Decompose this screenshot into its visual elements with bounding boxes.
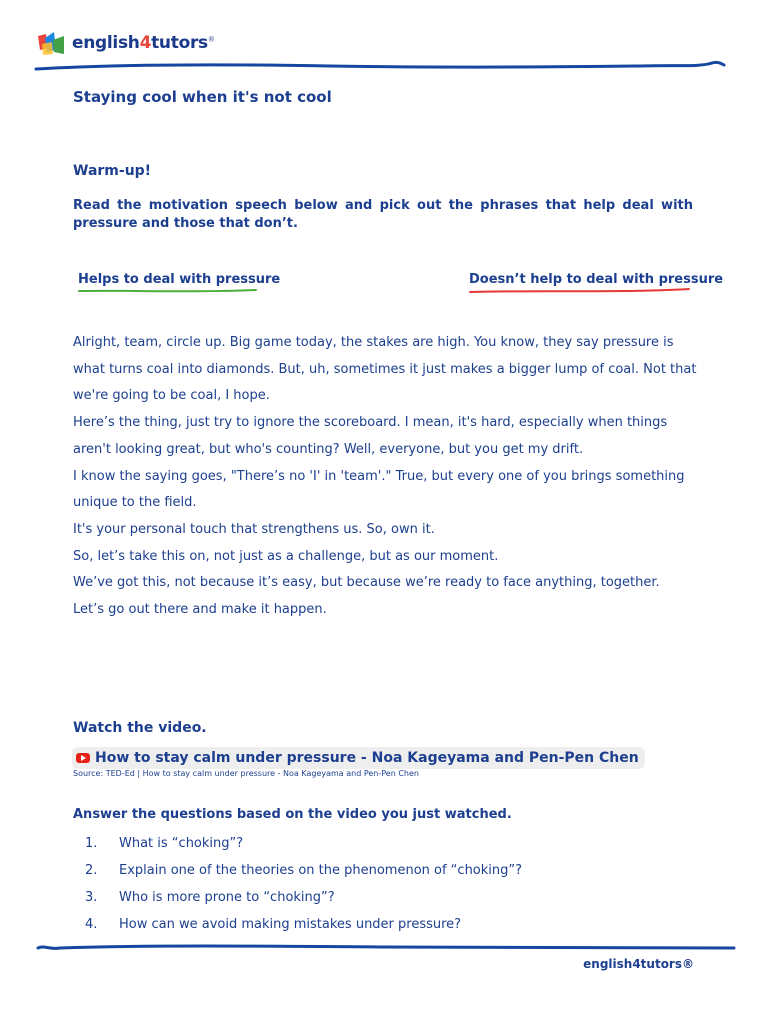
list-item bbox=[85, 857, 685, 884]
footer-wave-divider bbox=[0, 940, 768, 956]
footer-brand: english4tutors® bbox=[583, 957, 694, 971]
question-number: 4. bbox=[85, 917, 98, 932]
speech-paragraph: So, let’s take this on, not just as a challenge, but as our moment. bbox=[73, 548, 499, 564]
speech-paragraph: Here’s the thing, just try to ignore the scoreboard. I mean, it's hard, especially when things aren't looking great, but who's counting? Well, everyone, but you get my drift. bbox=[73, 415, 668, 457]
question-text: Who is more prone to “choking”? bbox=[119, 890, 335, 905]
page-title: Staying cool when it's not cool bbox=[73, 88, 332, 106]
speech-paragraph: Let’s go out there and make it happen. bbox=[73, 602, 327, 618]
speech-paragraph: Alright, team, circle up. Big game today, the stakes are high. You know, they say pressure is what turns coal into diamonds. But, uh, sometimes it just makes a bigger lump of coal. Not that we're going to be coal, I hope. bbox=[73, 335, 697, 404]
brand-logo bbox=[36, 30, 215, 56]
youtube-icon bbox=[76, 753, 90, 763]
question-number: 1. bbox=[85, 836, 98, 851]
list-item bbox=[85, 830, 685, 857]
video-source: Source: TED-Ed | How to stay calm under pressure - Noa Kageyama and Pen-Pen Chen bbox=[73, 769, 419, 778]
logo-text: english4tutors® bbox=[72, 33, 215, 53]
question-text: Explain one of the theories on the phenomenon of “choking”? bbox=[119, 863, 523, 878]
green-underline bbox=[78, 287, 258, 295]
question-number: 2. bbox=[85, 863, 98, 878]
doesnt-help-column-header bbox=[469, 272, 723, 295]
red-underline bbox=[469, 287, 691, 295]
logo-icon bbox=[36, 30, 66, 56]
helps-label: Helps to deal with pressure bbox=[78, 272, 281, 287]
questions-heading: Answer the questions based on the video you just watched. bbox=[73, 807, 512, 822]
helps-column-header bbox=[78, 272, 280, 295]
question-text: How can we avoid making mistakes under pressure? bbox=[119, 917, 462, 932]
list-item bbox=[85, 884, 685, 911]
video-link-text: How to stay calm under pressure - Noa Kageyama and Pen-Pen Chen bbox=[95, 750, 639, 766]
motivation-speech bbox=[73, 330, 703, 624]
speech-paragraph: I know the saying goes, "There’s no 'I' in 'team'." True, but every one of you brings something unique to the field. bbox=[73, 468, 685, 511]
doesnt-help-label: Doesn’t help to deal with pressure bbox=[469, 272, 724, 287]
warmup-heading: Warm-up! bbox=[73, 163, 152, 179]
header-wave-divider bbox=[0, 58, 768, 74]
question-number: 3. bbox=[85, 890, 98, 905]
list-item bbox=[85, 911, 685, 938]
speech-paragraph: It's your personal touch that strengthens us. So, own it. bbox=[73, 521, 435, 537]
video-heading: Watch the video. bbox=[73, 720, 207, 736]
question-text: What is “choking”? bbox=[119, 836, 244, 851]
warmup-instruction: Read the motivation speech below and pick out the phrases that help deal with pressure and those that don’t. bbox=[73, 198, 693, 231]
video-link[interactable] bbox=[72, 747, 645, 769]
speech-paragraph: We’ve got this, not because it’s easy, but because we’re ready to face anything, together. bbox=[73, 575, 660, 591]
questions-list bbox=[85, 830, 685, 938]
